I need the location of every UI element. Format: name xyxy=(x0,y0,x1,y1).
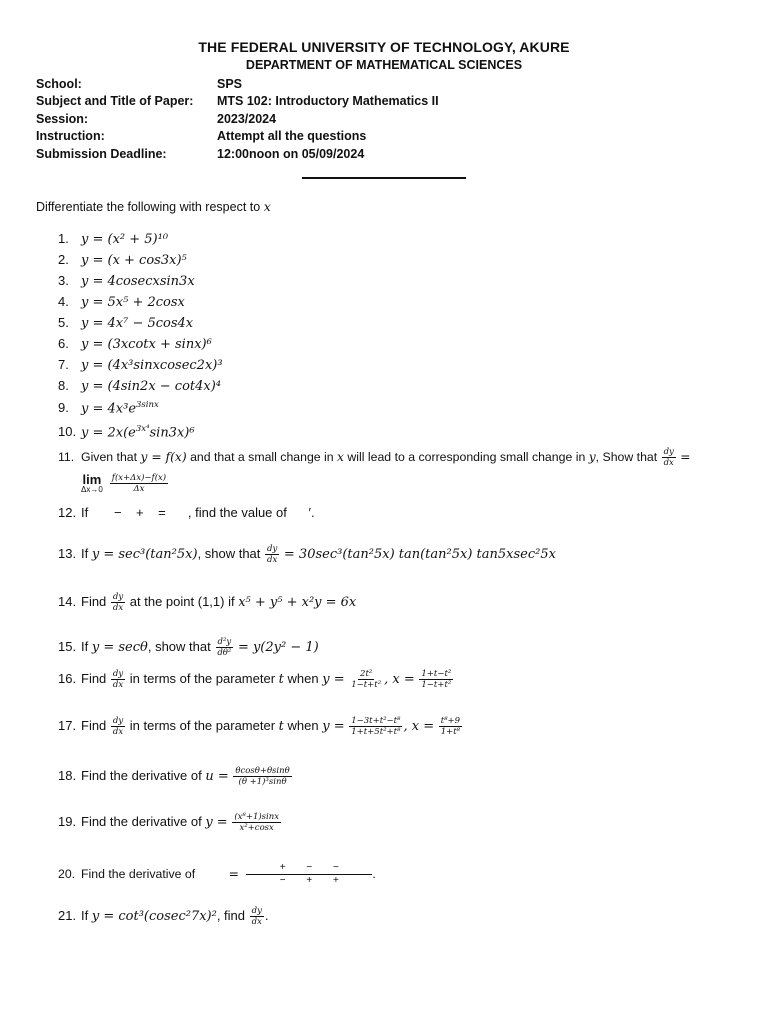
y-fraction: $\frac{\text{1−3t+t²−t⁸}}{\text{1+t+5t²+t⁸}}$ xyxy=(351,716,401,737)
limit-expression: lim Δx→0 $\frac{f(x+\Delta x)-f(x)}{\Delta x}$ xyxy=(81,472,167,494)
question-5: 5. y = 4x⁷ − 5cos4x xyxy=(58,315,194,331)
question-10: 10. $y = 2x(e^{3x^4}\sin 3x)^6$ xyxy=(58,424,195,441)
question-4: 4. y = 5x⁵ + 2cosx xyxy=(58,294,185,310)
question-18: 18. Find the derivative of u = $\frac{\theta\cos\theta+\theta\sin\theta}{\text{(θ +1)³sinθ}}$ xyxy=(58,766,290,787)
question-12: 12. If − + = , find the value of ′. xyxy=(58,505,315,520)
divider-rule xyxy=(302,177,466,179)
y-fraction: $\frac{\text{2t²}}{\text{1−t+t²}}$ xyxy=(351,669,382,690)
meta-label: School: xyxy=(36,77,82,91)
meta-value: SPS xyxy=(217,77,243,91)
question-9: 9. $y = 4x^3e^{3sinx}$ xyxy=(58,400,159,417)
dy-dx-fraction: $\frac{dy}{dx}$ xyxy=(112,669,124,690)
question-13: 13. If y = sec³(tan²5x), show that $\frac{dy}{dx}$ = 30sec³(tan²5x) tan(tan²5x) tan5xsec²5x xyxy=(58,544,556,565)
question-11: 11. Given that y = f(x) and that a small change in x will lead to a corresponding small change in y, Show that $\frac{dy}{dx}$ = xyxy=(58,447,691,468)
difference-quotient: $\frac{f(x+\Delta x)-f(x)}{\Delta x}$ xyxy=(111,472,167,494)
meta-row-session xyxy=(36,111,536,128)
blank-fraction: + − − − + + xyxy=(246,862,372,887)
university-title: THE FEDERAL UNIVERSITY OF TECHNOLOGY, AKURE xyxy=(198,39,570,55)
dy-dx-fraction: $\frac{dy}{dx}$ xyxy=(112,716,124,737)
meta-label: Session: xyxy=(36,111,89,126)
instruction-text: Differentiate the following with respect to x xyxy=(36,199,271,214)
question-19: 19. Find the derivative of y = $\frac{\text{(x⁸+1)sinx}}{\text{x²+cosx}}$ xyxy=(58,812,280,833)
department-title: DEPARTMENT OF MATHEMATICAL SCIENCES xyxy=(245,58,523,72)
question-2: 2. y = (x + cos3x)⁵ xyxy=(58,252,187,268)
meta-label: Subject and Title of Paper: xyxy=(36,94,194,109)
dy-dx-fraction: $\frac{dy}{dx}$ xyxy=(267,544,278,565)
x-fraction: $\frac{\text{1+t−t²}}{\text{1−t+t²}}$ xyxy=(421,669,452,690)
question-16: 16. Find $\frac{dy}{dx}$ in terms of the parameter t when y = $\frac{\text{2t²}}{\text{1−t+t²}}$ , x = $\frac{\text{1+t−t²}}{\text{1−t+t²}}$ xyxy=(58,669,452,690)
question-21: 21. If y = cot³(cosec²7x)², find $\frac{dy}{dx}$ . xyxy=(58,906,269,927)
meta-row-instruction xyxy=(36,128,536,145)
dy-dx-fraction: $\frac{dy}{dx}$ xyxy=(663,447,674,468)
meta-label: Instruction: xyxy=(36,129,105,144)
meta-value: Attempt all the questions xyxy=(217,129,367,144)
question-3: 3. y = 4cosecxsin3x xyxy=(58,273,195,289)
meta-value: 2023/2024 xyxy=(217,111,277,126)
question-15: 15. If y = secθ, show that $\frac{\text{d²y}}{\text{dθ²}}$ = y(2y² − 1) xyxy=(58,637,319,658)
question-20: 20. Find the derivative of = + − − − + + . xyxy=(58,862,376,886)
meta-label: Submission Deadline: xyxy=(36,146,167,161)
question-14: 14. Find $\frac{dy}{dx}$ at the point (1,1) if x⁵ + y⁵ + x²y = 6x xyxy=(58,592,357,613)
question-7: 7. y = (4x³sinxcosec2x)³ xyxy=(58,357,223,373)
meta-value: MTS 102: Introductory Mathematics II xyxy=(217,94,439,109)
meta-row-deadline xyxy=(36,146,536,163)
d2y-dtheta2-fraction: $\frac{\text{d²y}}{\text{dθ²}}$ xyxy=(217,637,232,658)
x-fraction: $\frac{\text{t⁸+9}}{\text{1+t⁸}}$ xyxy=(440,716,461,737)
dy-dx-fraction: $\frac{dy}{dx}$ xyxy=(251,906,262,927)
dy-dx-fraction: $\frac{dy}{dx}$ xyxy=(112,592,124,613)
paper-details xyxy=(36,76,536,163)
meta-value: 12:00noon on 05/09/2024 xyxy=(217,146,365,161)
question-1: 1. y = (x² + 5)¹⁰ xyxy=(58,231,169,247)
meta-row-subject xyxy=(36,93,536,110)
y-fraction: $\frac{\text{(x⁸+1)sinx}}{\text{x²+cosx}}$ xyxy=(234,812,280,833)
question-8: 8. y = (4sin2x − cot4x)⁴ xyxy=(58,378,222,394)
question-17: 17. Find $\frac{dy}{dx}$ in terms of the parameter t when y = $\frac{\text{1−3t+t²−t⁸}}{\text{1+t+5t²+t⁸}}$ , x = $\frac{\text{t⁸+9}}{\text{1+t⁸}}$ xyxy=(58,716,461,737)
question-6: 6. y = (3xcotx + sinx)⁶ xyxy=(58,336,212,352)
u-fraction: $\frac{\theta\cos\theta+\theta\sin\theta}{\text{(θ +1)³sinθ}}$ xyxy=(235,766,290,787)
meta-row-school xyxy=(36,76,536,93)
